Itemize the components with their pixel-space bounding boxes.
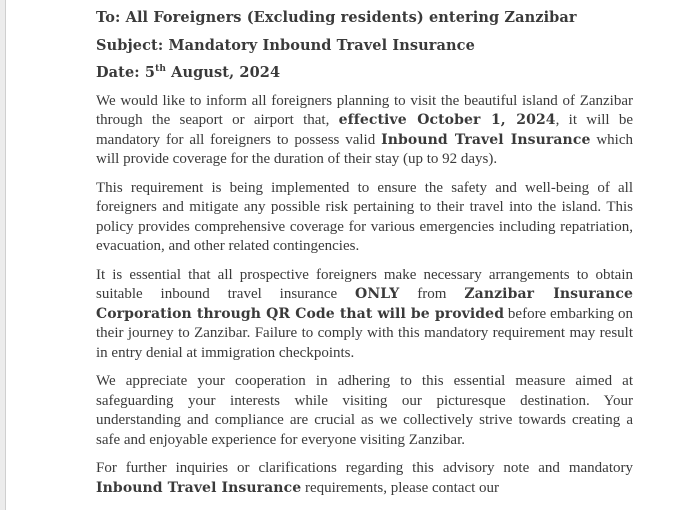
paragraph-text: It is essential that all prospective foreigners make necessary arrangements to obtain suitable inbound travel insurance [96, 266, 633, 302]
paragraph-text-bold: ONLY [355, 286, 400, 302]
paragraph-text: which will provide coverage for the duration of their stay (up to 92 days). [96, 131, 633, 167]
subject-line: Subject: Mandatory Inbound Travel Insurance [96, 36, 475, 54]
paragraph-text: This requirement is being implemented to ensure the safety and well-being of all foreigners and mitigate any possible risk pertaining to their travel into the island. This policy provides comprehensive coverage for various emergencies including repatriation, evacuation, and other related contingencies. [96, 179, 633, 254]
date-line [96, 63, 633, 83]
paragraph-text-bold: Inbound Travel Insurance [381, 131, 591, 148]
paragraph-text: We would like to inform all foreigners planning to visit the beautiful island of Zanzibar through the seaport or airport that, [96, 92, 633, 128]
date-suffix: August, 2024 [166, 64, 281, 81]
paragraph-text-bold: Inbound Travel Insurance [96, 479, 302, 496]
paragraph-text: before embarking on their journey to Zanzibar. Failure to comply with this mandatory requirement may result in entry denial at immigration checkpoints. [96, 305, 634, 361]
paragraph-further-inquiries [96, 459, 633, 498]
paragraph-text: For further inquiries or clarifications regarding this advisory note and mandatory [96, 460, 633, 476]
paragraph-text-bold: effective October 1, 2024 [338, 112, 556, 128]
paragraph-requirement-purpose [96, 179, 633, 257]
paragraph-text: requirements, please contact our [301, 479, 500, 496]
date-ordinal-superscript: th [155, 64, 166, 75]
to-line: To: All Foreigners (Excluding residents) entering Zanzibar [96, 9, 577, 26]
paragraph-cooperation [96, 372, 633, 450]
paragraph-text-bold: Zanzibar Insurance Corporation through QR Code that will be provided [96, 286, 633, 322]
paragraph-text: from [399, 286, 465, 302]
paragraph-text: , it will be mandatory for all foreigners to possess valid [96, 112, 633, 148]
paragraph-insurance-mandate [96, 92, 633, 170]
paragraph-text: We appreciate your cooperation in adhering to this essential measure aimed at safeguarding your interests while visiting our picturesque destination. Your understanding and compliance are crucial as we collectively strive towards creating a safe and enjoyable experience for everyone visiting Zanzibar. [96, 373, 633, 448]
page-left-edge [0, 0, 6, 510]
paragraph-insurance-source [96, 266, 633, 364]
date-prefix: Date: 5 [96, 64, 156, 81]
advisory-letter [96, 8, 633, 507]
